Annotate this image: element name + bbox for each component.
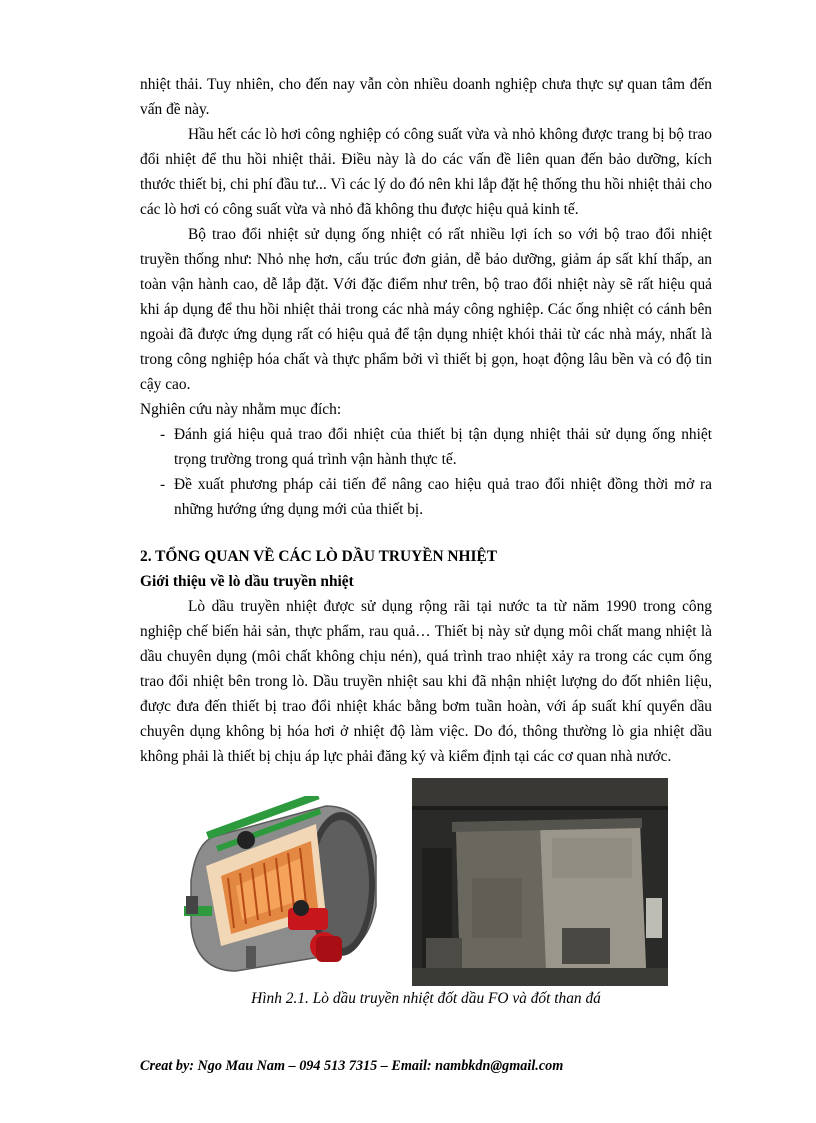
- bullet-dash: -: [160, 426, 166, 443]
- oil-boiler-cutaway-image: [176, 796, 398, 974]
- purpose-list: [140, 422, 712, 522]
- list-item: [140, 422, 712, 472]
- list-item: [140, 472, 712, 522]
- bullet-dash: -: [160, 476, 166, 493]
- figure-2-1: [168, 778, 678, 986]
- figure-caption: Hình 2.1. Lò dầu truyền nhiệt đốt dầu FO và đốt than đá: [251, 990, 601, 1007]
- paragraph-oil-boiler-intro: Lò dầu truyền nhiệt được sử dụng rộng rãi tại nước ta từ năm 1990 trong công nghiệp chế biến hải sản, thực phẩm, rau quả… Thiết bị này sử dụng môi chất mang nhiệt là dầu chuyên dụng (môi chất không chịu nén), quá trình trao nhiệt xảy ra trong các cụm ống trao đổi nhiệt bên trong lò. Dầu truyền nhiệt sau khi đã nhận nhiệt lượng do đốt nhiên liệu, được đưa đến thiết bị trao đổi nhiệt khác bằng bơm tuần hoàn, với áp suất khí quyển dầu chuyên dụng không bị hóa hơi ở nhiệt độ làm việc. Do đó, thông thường lò gia nhiệt dầu không phải là thiết bị chịu áp lực phải đăng ký và kiểm định tại các cơ quan nhà nước.: [140, 598, 712, 765]
- section-heading: 2. TỔNG QUAN VỀ CÁC LÒ DẦU TRUYỀN NHIỆT: [140, 548, 498, 565]
- paragraph-research-purpose: Nghiên cứu này nhằm mục đích:: [140, 401, 342, 418]
- document-body: [140, 72, 712, 769]
- section-subheading: Giới thiệu về lò dầu truyền nhiệt: [140, 573, 354, 590]
- paragraph-heat-pipe-benefits: Bộ trao đổi nhiệt sử dụng ống nhiệt có rất nhiều lợi ích so với bộ trao đổi nhiệt truyền thống như: Nhỏ nhẹ hơn, cấu trúc đơn giản, dễ bảo dưỡng, giảm áp sất khí thấp, an toàn vận hành cao, dễ lắp đặt. Với đặc điểm như trên, bộ trao đổi nhiệt này sẽ rất hiệu quả khi áp dụng để thu hồi nhiệt thải trong các nhà máy công nghiệp. Các ống nhiệt có cánh bên ngoài đã được ứng dụng rất có hiệu quả để tận dụng nhiệt khói thải từ các nhà máy, nhất là trong công nghiệp hóa chất và thực phẩm bởi vì thiết bị gọn, hoạt động lâu bền và có độ tin cậy cao.: [140, 226, 712, 393]
- page-footer: Creat by: Ngo Mau Nam – 094 513 7315 – Email: nambkdn@gmail.com: [140, 1058, 564, 1074]
- list-item-text: Đề xuất phương pháp cải tiến để nâng cao hiệu quả trao đổi nhiệt đồng thời mở ra những hướng ứng dụng mới của thiết bị.: [174, 476, 712, 518]
- paragraph-continuation: nhiệt thải. Tuy nhiên, cho đến nay vẫn còn nhiều doanh nghiệp chưa thực sự quan tâm đến vấn đề này.: [140, 76, 712, 118]
- list-item-text: Đánh giá hiệu quả trao đổi nhiệt của thiết bị tận dụng nhiệt thải sử dụng ống nhiệt trọng trường trong quá trình vận hành thực tế.: [174, 426, 712, 468]
- coal-boiler-photo-image: [412, 778, 668, 986]
- paragraph-boilers: Hầu hết các lò hơi công nghiệp có công suất vừa và nhỏ không được trang bị bộ trao đổi nhiệt để thu hồi nhiệt thải. Điều này là do các vấn đề liên quan đến bảo dưỡng, kích thước thiết bị, chi phí đầu tư... Vì các lý do đó nên khi lắp đặt hệ thống thu hồi nhiệt thải cho các lò hơi có công suất vừa và nhỏ đã không thu được hiệu quả kinh tế.: [140, 126, 712, 218]
